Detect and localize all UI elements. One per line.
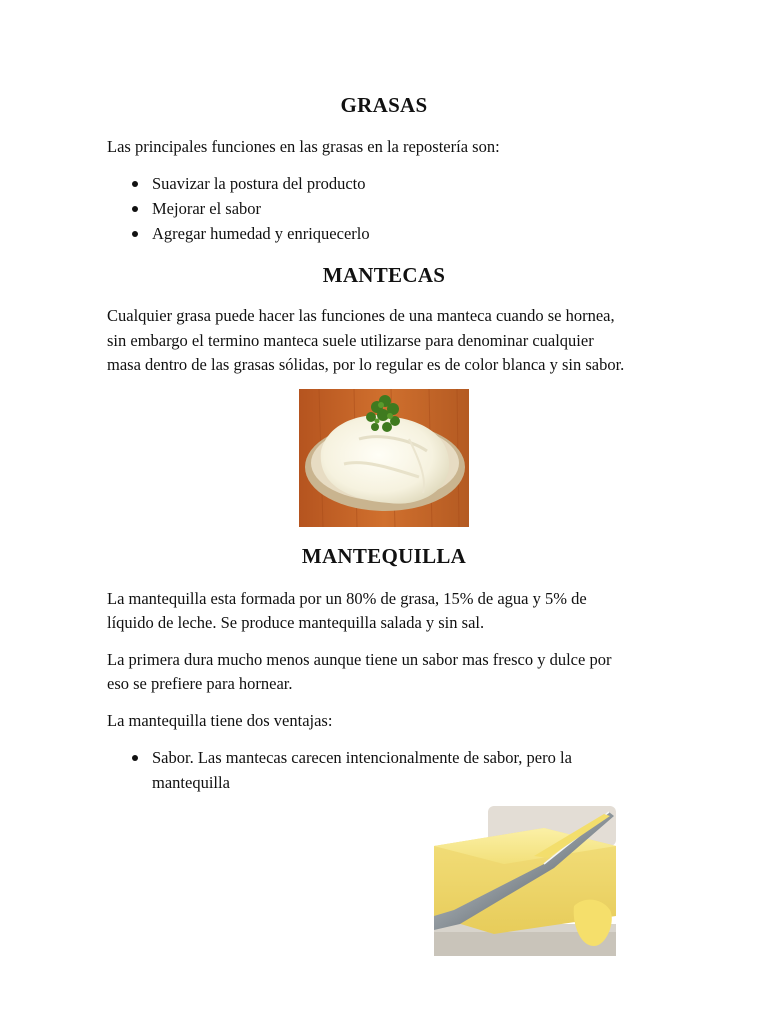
mantequilla-p2-line-1: La primera dura mucho menos aunque tiene un sabor mas fresco y dulce por: [107, 650, 612, 669]
list-item: [107, 745, 667, 795]
butter-knife-image: [434, 806, 616, 956]
mantequilla-p1-line-1: La mantequilla esta formada por un 80% de grasa, 15% de agua y 5% de: [107, 589, 587, 608]
mantequilla-p1-line-2: líquido de leche. Se produce mantequilla salada y sin sal.: [107, 613, 485, 632]
list-item: Agregar humedad y enriquecerlo: [107, 221, 667, 246]
list-item: Mejorar el sabor: [107, 196, 667, 221]
list-item-line: mantequilla: [152, 773, 230, 792]
mantecas-line-1: Cualquier grasa puede hacer las funciones de una manteca cuando se hornea,: [107, 306, 615, 325]
shortening-image: [299, 389, 469, 527]
list-item: Suavizar la postura del producto: [107, 171, 667, 196]
mantequilla-p3: La mantequilla tiene dos ventajas:: [107, 711, 333, 730]
mantecas-line-2: sin embargo el termino manteca suele utilizarse para denominar cualquier: [107, 331, 594, 350]
grasas-intro: Las principales funciones en las grasas en la repostería son:: [107, 137, 500, 156]
mantequilla-list: [107, 745, 667, 795]
mantequilla-p2-line-2: eso se prefiere para hornear.: [107, 674, 293, 693]
heading-mantecas: MANTECAS: [322, 263, 446, 287]
heading-mantequilla: MANTEQUILLA: [301, 544, 467, 568]
grasas-list: [107, 171, 667, 246]
heading-grasas: GRASAS: [340, 93, 428, 117]
list-item-line: Sabor. Las mantecas carecen intencionalmente de sabor, pero la: [152, 748, 572, 767]
mantecas-line-3: masa dentro de las grasas sólidas, por lo regular es de color blanca y sin sabor.: [107, 355, 625, 374]
